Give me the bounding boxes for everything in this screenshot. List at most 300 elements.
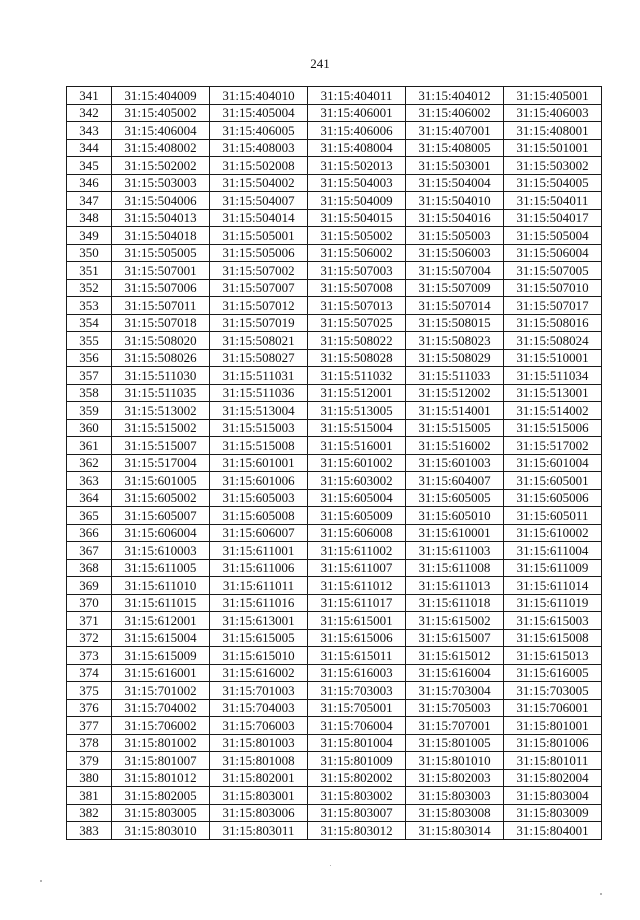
cadastral-number-cell: 31:15:803008 bbox=[406, 804, 504, 822]
cadastral-number-cell: 31:15:704002 bbox=[112, 699, 210, 717]
cadastral-number-cell: 31:15:801001 bbox=[504, 717, 602, 735]
cadastral-number-cell: 31:15:512002 bbox=[406, 384, 504, 402]
row-number-cell: 363 bbox=[67, 472, 112, 490]
row-number-cell: 364 bbox=[67, 489, 112, 507]
cadastral-number-cell: 31:15:615005 bbox=[210, 629, 308, 647]
cadastral-number-cell: 31:15:706004 bbox=[308, 717, 406, 735]
row-number-cell: 356 bbox=[67, 349, 112, 367]
cadastral-number-cell: 31:15:506003 bbox=[406, 244, 504, 262]
cadastral-number-cell: 31:15:405001 bbox=[504, 87, 602, 105]
cadastral-number-cell: 31:15:611009 bbox=[504, 559, 602, 577]
table-row bbox=[67, 804, 602, 822]
cadastral-number-cell: 31:15:610002 bbox=[504, 524, 602, 542]
cadastral-number-cell: 31:15:512001 bbox=[308, 384, 406, 402]
cadastral-number-cell: 31:15:515007 bbox=[112, 437, 210, 455]
cadastral-number-cell: 31:15:612001 bbox=[112, 612, 210, 630]
cadastral-number-cell: 31:15:611008 bbox=[406, 559, 504, 577]
cadastral-number-cell: 31:15:504006 bbox=[112, 192, 210, 210]
cadastral-number-cell: 31:15:513004 bbox=[210, 402, 308, 420]
cadastral-number-cell: 31:15:406006 bbox=[308, 122, 406, 140]
cadastral-number-cell: 31:15:508021 bbox=[210, 332, 308, 350]
cadastral-number-cell: 31:15:801007 bbox=[112, 752, 210, 770]
row-number-cell: 383 bbox=[67, 822, 112, 840]
row-number-cell: 355 bbox=[67, 332, 112, 350]
cadastral-number-cell: 31:15:513002 bbox=[112, 402, 210, 420]
cadastral-number-cell: 31:15:507002 bbox=[210, 262, 308, 280]
cadastral-number-cell: 31:15:502013 bbox=[308, 157, 406, 175]
row-number-cell: 349 bbox=[67, 227, 112, 245]
cadastral-number-cell: 31:15:801004 bbox=[308, 734, 406, 752]
cadastral-number-cell: 31:15:507007 bbox=[210, 279, 308, 297]
row-number-cell: 377 bbox=[67, 717, 112, 735]
cadastral-number-cell: 31:15:505005 bbox=[112, 244, 210, 262]
table-row bbox=[67, 209, 602, 227]
table-row bbox=[67, 629, 602, 647]
cadastral-number-cell: 31:15:605011 bbox=[504, 507, 602, 525]
cadastral-number-cell: 31:15:803011 bbox=[210, 822, 308, 840]
cadastral-number-cell: 31:15:803012 bbox=[308, 822, 406, 840]
table-row bbox=[67, 542, 602, 560]
cadastral-number-cell: 31:15:803014 bbox=[406, 822, 504, 840]
cadastral-number-cell: 31:15:611018 bbox=[406, 594, 504, 612]
cadastral-number-cell: 31:15:802003 bbox=[406, 769, 504, 787]
cadastral-number-cell: 31:15:507018 bbox=[112, 314, 210, 332]
cadastral-number-cell: 31:15:616004 bbox=[406, 664, 504, 682]
cadastral-number-cell: 31:15:606007 bbox=[210, 524, 308, 542]
table-row bbox=[67, 437, 602, 455]
table-row bbox=[67, 192, 602, 210]
cadastral-number-cell: 31:15:611005 bbox=[112, 559, 210, 577]
cadastral-number-cell: 31:15:615002 bbox=[406, 612, 504, 630]
cadastral-number-cell: 31:15:503002 bbox=[504, 157, 602, 175]
table-row bbox=[67, 174, 602, 192]
table-row bbox=[67, 402, 602, 420]
cadastral-number-cell: 31:15:803001 bbox=[210, 787, 308, 805]
cadastral-number-cell: 31:15:517004 bbox=[112, 454, 210, 472]
cadastral-number-cell: 31:15:615010 bbox=[210, 647, 308, 665]
cadastral-number-cell: 31:15:802005 bbox=[112, 787, 210, 805]
row-number-cell: 370 bbox=[67, 594, 112, 612]
cadastral-number-cell: 31:15:507019 bbox=[210, 314, 308, 332]
cadastral-number-cell: 31:15:514002 bbox=[504, 402, 602, 420]
table-row bbox=[67, 262, 602, 280]
table-row bbox=[67, 769, 602, 787]
table-row bbox=[67, 104, 602, 122]
cadastral-number-cell: 31:15:508022 bbox=[308, 332, 406, 350]
cadastral-number-cell: 31:15:513005 bbox=[308, 402, 406, 420]
row-number-cell: 373 bbox=[67, 647, 112, 665]
cadastral-number-cell: 31:15:611014 bbox=[504, 577, 602, 595]
cadastral-number-cell: 31:15:801008 bbox=[210, 752, 308, 770]
cadastral-number-cell: 31:15:605001 bbox=[504, 472, 602, 490]
table-row bbox=[67, 787, 602, 805]
cadastral-number-cell: 31:15:704003 bbox=[210, 699, 308, 717]
cadastral-number-cell: 31:15:515006 bbox=[504, 419, 602, 437]
table-row bbox=[67, 507, 602, 525]
cadastral-number-cell: 31:15:406005 bbox=[210, 122, 308, 140]
cadastral-number-cell: 31:15:606004 bbox=[112, 524, 210, 542]
table-row bbox=[67, 227, 602, 245]
row-number-cell: 346 bbox=[67, 174, 112, 192]
cadastral-number-cell: 31:15:803009 bbox=[504, 804, 602, 822]
row-number-cell: 367 bbox=[67, 542, 112, 560]
cadastral-number-cell: 31:15:406004 bbox=[112, 122, 210, 140]
cadastral-number-cell: 31:15:507005 bbox=[504, 262, 602, 280]
page-number: 241 bbox=[310, 56, 330, 71]
cadastral-number-cell: 31:15:615008 bbox=[504, 629, 602, 647]
cadastral-number-cell: 31:15:504016 bbox=[406, 209, 504, 227]
cadastral-number-cell: 31:15:801005 bbox=[406, 734, 504, 752]
cadastral-number-cell: 31:15:508026 bbox=[112, 349, 210, 367]
table-row bbox=[67, 279, 602, 297]
cadastral-number-cell: 31:15:406002 bbox=[406, 104, 504, 122]
scan-speck bbox=[40, 880, 42, 882]
cadastral-number-cell: 31:15:507014 bbox=[406, 297, 504, 315]
cadastral-number-cell: 31:15:507009 bbox=[406, 279, 504, 297]
cadastral-number-cell: 31:15:507006 bbox=[112, 279, 210, 297]
cadastral-number-cell: 31:15:615004 bbox=[112, 629, 210, 647]
cadastral-number-cell: 31:15:601002 bbox=[308, 454, 406, 472]
row-number-cell: 357 bbox=[67, 367, 112, 385]
cadastral-number-cell: 31:15:802002 bbox=[308, 769, 406, 787]
cadastral-number-cell: 31:15:507003 bbox=[308, 262, 406, 280]
cadastral-number-cell: 31:15:504007 bbox=[210, 192, 308, 210]
cadastral-number-cell: 31:15:504014 bbox=[210, 209, 308, 227]
cadastral-number-cell: 31:15:611015 bbox=[112, 594, 210, 612]
cadastral-number-cell: 31:15:605005 bbox=[406, 489, 504, 507]
cadastral-number-cell: 31:15:615013 bbox=[504, 647, 602, 665]
cadastral-number-cell: 31:15:613001 bbox=[210, 612, 308, 630]
cadastral-number-cell: 31:15:605002 bbox=[112, 489, 210, 507]
cadastral-number-cell: 31:15:604007 bbox=[406, 472, 504, 490]
cadastral-number-cell: 31:15:510001 bbox=[504, 349, 602, 367]
row-number-cell: 342 bbox=[67, 104, 112, 122]
cadastral-number-cell: 31:15:504011 bbox=[504, 192, 602, 210]
cadastral-number-cell: 31:15:803002 bbox=[308, 787, 406, 805]
cadastral-number-cell: 31:15:406001 bbox=[308, 104, 406, 122]
table-row bbox=[67, 244, 602, 262]
cadastral-number-cell: 31:15:611001 bbox=[210, 542, 308, 560]
table-row bbox=[67, 139, 602, 157]
table-row bbox=[67, 489, 602, 507]
cadastral-number-cell: 31:15:516002 bbox=[406, 437, 504, 455]
cadastral-number-cell: 31:15:615007 bbox=[406, 629, 504, 647]
cadastral-number-cell: 31:15:605009 bbox=[308, 507, 406, 525]
row-number-cell: 380 bbox=[67, 769, 112, 787]
scan-speck bbox=[600, 893, 602, 895]
cadastral-number-cell: 31:15:611013 bbox=[406, 577, 504, 595]
cadastral-number-cell: 31:15:408004 bbox=[308, 139, 406, 157]
cadastral-number-cell: 31:15:703005 bbox=[504, 682, 602, 700]
cadastral-number-cell: 31:15:705003 bbox=[406, 699, 504, 717]
cadastral-number-cell: 31:15:504015 bbox=[308, 209, 406, 227]
row-number-cell: 381 bbox=[67, 787, 112, 805]
row-number-cell: 358 bbox=[67, 384, 112, 402]
cadastral-number-cell: 31:15:505003 bbox=[406, 227, 504, 245]
cadastral-number-cell: 31:15:508024 bbox=[504, 332, 602, 350]
cadastral-number-cell: 31:15:803006 bbox=[210, 804, 308, 822]
cadastral-number-cell: 31:15:515005 bbox=[406, 419, 504, 437]
cadastral-number-cell: 31:15:611012 bbox=[308, 577, 406, 595]
cadastral-number-cell: 31:15:404010 bbox=[210, 87, 308, 105]
cadastral-number-cell: 31:15:615009 bbox=[112, 647, 210, 665]
cadastral-number-cell: 31:15:505001 bbox=[210, 227, 308, 245]
row-number-cell: 345 bbox=[67, 157, 112, 175]
cadastral-number-cell: 31:15:511033 bbox=[406, 367, 504, 385]
cadastral-number-cell: 31:15:610001 bbox=[406, 524, 504, 542]
cadastral-number-cell: 31:15:611002 bbox=[308, 542, 406, 560]
table-row bbox=[67, 384, 602, 402]
table-row bbox=[67, 332, 602, 350]
cadastral-number-cell: 31:15:508020 bbox=[112, 332, 210, 350]
cadastral-number-cell: 31:15:801002 bbox=[112, 734, 210, 752]
cadastral-number-cell: 31:15:405002 bbox=[112, 104, 210, 122]
cadastral-number-cell: 31:15:515008 bbox=[210, 437, 308, 455]
table-row bbox=[67, 524, 602, 542]
cadastral-number-cell: 31:15:502008 bbox=[210, 157, 308, 175]
cadastral-number-cell: 31:15:801011 bbox=[504, 752, 602, 770]
cadastral-number-cell: 31:15:611007 bbox=[308, 559, 406, 577]
cadastral-number-cell: 31:15:504009 bbox=[308, 192, 406, 210]
cadastral-number-cell: 31:15:506004 bbox=[504, 244, 602, 262]
cadastral-number-cell: 31:15:615012 bbox=[406, 647, 504, 665]
row-number-cell: 344 bbox=[67, 139, 112, 157]
row-number-cell: 365 bbox=[67, 507, 112, 525]
cadastral-number-cell: 31:15:505006 bbox=[210, 244, 308, 262]
table-row bbox=[67, 367, 602, 385]
cadastral-number-cell: 31:15:511031 bbox=[210, 367, 308, 385]
table-row bbox=[67, 734, 602, 752]
cadastral-number-cell: 31:15:408005 bbox=[406, 139, 504, 157]
row-number-cell: 341 bbox=[67, 87, 112, 105]
cadastral-number-cell: 31:15:705001 bbox=[308, 699, 406, 717]
cadastral-number-cell: 31:15:513001 bbox=[504, 384, 602, 402]
cadastral-number-cell: 31:15:615003 bbox=[504, 612, 602, 630]
cadastral-number-cell: 31:15:511034 bbox=[504, 367, 602, 385]
row-number-cell: 359 bbox=[67, 402, 112, 420]
table-row bbox=[67, 314, 602, 332]
cadastral-number-cell: 31:15:406003 bbox=[504, 104, 602, 122]
row-number-cell: 362 bbox=[67, 454, 112, 472]
table-row bbox=[67, 822, 602, 840]
cadastral-number-cell: 31:15:703004 bbox=[406, 682, 504, 700]
row-number-cell: 353 bbox=[67, 297, 112, 315]
cadastral-number-cell: 31:15:501001 bbox=[504, 139, 602, 157]
cadastral-number-cell: 31:15:801009 bbox=[308, 752, 406, 770]
cadastral-number-cell: 31:15:802001 bbox=[210, 769, 308, 787]
table-row bbox=[67, 717, 602, 735]
cadastral-number-cell: 31:15:508028 bbox=[308, 349, 406, 367]
cadastral-number-cell: 31:15:502002 bbox=[112, 157, 210, 175]
cadastral-number-cell: 31:15:616002 bbox=[210, 664, 308, 682]
cadastral-number-cell: 31:15:605008 bbox=[210, 507, 308, 525]
cadastral-number-cell: 31:15:505002 bbox=[308, 227, 406, 245]
cadastral-number-cell: 31:15:601001 bbox=[210, 454, 308, 472]
row-number-cell: 382 bbox=[67, 804, 112, 822]
table-row bbox=[67, 122, 602, 140]
table-row bbox=[67, 664, 602, 682]
cadastral-number-cell: 31:15:601004 bbox=[504, 454, 602, 472]
cadastral-number-cell: 31:15:507008 bbox=[308, 279, 406, 297]
cadastral-number-cell: 31:15:611010 bbox=[112, 577, 210, 595]
row-number-cell: 350 bbox=[67, 244, 112, 262]
table-row bbox=[67, 349, 602, 367]
cadastral-number-cell: 31:15:801010 bbox=[406, 752, 504, 770]
cadastral-number-cell: 31:15:603002 bbox=[308, 472, 406, 490]
cadastral-number-cell: 31:15:605004 bbox=[308, 489, 406, 507]
cadastral-number-cell: 31:15:404011 bbox=[308, 87, 406, 105]
cadastral-number-cell: 31:15:801012 bbox=[112, 769, 210, 787]
table-row bbox=[67, 699, 602, 717]
cadastral-number-cell: 31:15:514001 bbox=[406, 402, 504, 420]
cadastral-number-cell: 31:15:803003 bbox=[406, 787, 504, 805]
cadastral-number-cell: 31:15:408001 bbox=[504, 122, 602, 140]
cadastral-number-cell: 31:15:611016 bbox=[210, 594, 308, 612]
cadastral-number-cell: 31:15:601005 bbox=[112, 472, 210, 490]
row-number-cell: 369 bbox=[67, 577, 112, 595]
cadastral-number-cell: 31:15:701002 bbox=[112, 682, 210, 700]
table-row bbox=[67, 157, 602, 175]
row-number-cell: 379 bbox=[67, 752, 112, 770]
cadastral-number-cell: 31:15:504013 bbox=[112, 209, 210, 227]
table-row bbox=[67, 594, 602, 612]
cadastral-number-cell: 31:15:803004 bbox=[504, 787, 602, 805]
cadastral-number-cell: 31:15:803005 bbox=[112, 804, 210, 822]
cadastral-number-cell: 31:15:508016 bbox=[504, 314, 602, 332]
cadastral-number-cell: 31:15:611019 bbox=[504, 594, 602, 612]
table-row bbox=[67, 752, 602, 770]
cadastral-number-cell: 31:15:503003 bbox=[112, 174, 210, 192]
cadastral-number-cell: 31:15:706001 bbox=[504, 699, 602, 717]
row-number-cell: 368 bbox=[67, 559, 112, 577]
cadastral-number-cell: 31:15:504004 bbox=[406, 174, 504, 192]
cadastral-number-cell: 31:15:508027 bbox=[210, 349, 308, 367]
table-row bbox=[67, 577, 602, 595]
cadastral-number-cell: 31:15:507013 bbox=[308, 297, 406, 315]
cadastral-number-cell: 31:15:507025 bbox=[308, 314, 406, 332]
cadastral-number-cell: 31:15:804001 bbox=[504, 822, 602, 840]
row-number-cell: 371 bbox=[67, 612, 112, 630]
cadastral-number-cell: 31:15:507017 bbox=[504, 297, 602, 315]
row-number-cell: 378 bbox=[67, 734, 112, 752]
cadastral-number-cell: 31:15:801003 bbox=[210, 734, 308, 752]
cadastral-number-cell: 31:15:508023 bbox=[406, 332, 504, 350]
row-number-cell: 351 bbox=[67, 262, 112, 280]
cadastral-number-cell: 31:15:606008 bbox=[308, 524, 406, 542]
scan-speck bbox=[330, 865, 331, 866]
table-row bbox=[67, 559, 602, 577]
cadastral-number-cell: 31:15:601006 bbox=[210, 472, 308, 490]
cadastral-number-cell: 31:15:605010 bbox=[406, 507, 504, 525]
cadastral-number-cell: 31:15:515003 bbox=[210, 419, 308, 437]
row-number-cell: 366 bbox=[67, 524, 112, 542]
table-body bbox=[67, 87, 602, 840]
cadastral-number-cell: 31:15:508029 bbox=[406, 349, 504, 367]
cadastral-number-cell: 31:15:601003 bbox=[406, 454, 504, 472]
cadastral-number-cell: 31:15:507012 bbox=[210, 297, 308, 315]
cadastral-number-cell: 31:15:616005 bbox=[504, 664, 602, 682]
cadastral-number-cell: 31:15:803007 bbox=[308, 804, 406, 822]
cadastral-number-cell: 31:15:701003 bbox=[210, 682, 308, 700]
table-row bbox=[67, 682, 602, 700]
cadastral-table bbox=[66, 86, 602, 840]
cadastral-number-cell: 31:15:615011 bbox=[308, 647, 406, 665]
cadastral-number-cell: 31:15:507011 bbox=[112, 297, 210, 315]
table-row bbox=[67, 419, 602, 437]
cadastral-number-cell: 31:15:801006 bbox=[504, 734, 602, 752]
cadastral-table-container bbox=[66, 86, 602, 840]
cadastral-number-cell: 31:15:616001 bbox=[112, 664, 210, 682]
cadastral-number-cell: 31:15:616003 bbox=[308, 664, 406, 682]
cadastral-number-cell: 31:15:508015 bbox=[406, 314, 504, 332]
row-number-cell: 374 bbox=[67, 664, 112, 682]
row-number-cell: 343 bbox=[67, 122, 112, 140]
cadastral-number-cell: 31:15:610003 bbox=[112, 542, 210, 560]
row-number-cell: 361 bbox=[67, 437, 112, 455]
cadastral-number-cell: 31:15:504003 bbox=[308, 174, 406, 192]
row-number-cell: 376 bbox=[67, 699, 112, 717]
cadastral-number-cell: 31:15:515004 bbox=[308, 419, 406, 437]
table-row bbox=[67, 472, 602, 490]
cadastral-number-cell: 31:15:404009 bbox=[112, 87, 210, 105]
cadastral-number-cell: 31:15:605006 bbox=[504, 489, 602, 507]
cadastral-number-cell: 31:15:505004 bbox=[504, 227, 602, 245]
cadastral-number-cell: 31:15:408002 bbox=[112, 139, 210, 157]
cadastral-number-cell: 31:15:503001 bbox=[406, 157, 504, 175]
cadastral-number-cell: 31:15:707001 bbox=[406, 717, 504, 735]
table-row bbox=[67, 454, 602, 472]
cadastral-number-cell: 31:15:605003 bbox=[210, 489, 308, 507]
cadastral-number-cell: 31:15:504017 bbox=[504, 209, 602, 227]
table-row bbox=[67, 87, 602, 105]
cadastral-number-cell: 31:15:611011 bbox=[210, 577, 308, 595]
cadastral-number-cell: 31:15:507004 bbox=[406, 262, 504, 280]
cadastral-number-cell: 31:15:515002 bbox=[112, 419, 210, 437]
table-row bbox=[67, 612, 602, 630]
cadastral-number-cell: 31:15:504018 bbox=[112, 227, 210, 245]
cadastral-number-cell: 31:15:511030 bbox=[112, 367, 210, 385]
cadastral-number-cell: 31:15:507010 bbox=[504, 279, 602, 297]
cadastral-number-cell: 31:15:605007 bbox=[112, 507, 210, 525]
cadastral-number-cell: 31:15:516001 bbox=[308, 437, 406, 455]
cadastral-number-cell: 31:15:615006 bbox=[308, 629, 406, 647]
cadastral-number-cell: 31:15:517002 bbox=[504, 437, 602, 455]
table-row bbox=[67, 647, 602, 665]
cadastral-number-cell: 31:15:611003 bbox=[406, 542, 504, 560]
cadastral-number-cell: 31:15:611017 bbox=[308, 594, 406, 612]
cadastral-number-cell: 31:15:504010 bbox=[406, 192, 504, 210]
cadastral-number-cell: 31:15:507001 bbox=[112, 262, 210, 280]
cadastral-number-cell: 31:15:405004 bbox=[210, 104, 308, 122]
cadastral-number-cell: 31:15:511036 bbox=[210, 384, 308, 402]
cadastral-number-cell: 31:15:615001 bbox=[308, 612, 406, 630]
row-number-cell: 360 bbox=[67, 419, 112, 437]
cadastral-number-cell: 31:15:706003 bbox=[210, 717, 308, 735]
cadastral-number-cell: 31:15:802004 bbox=[504, 769, 602, 787]
table-row bbox=[67, 297, 602, 315]
cadastral-number-cell: 31:15:511032 bbox=[308, 367, 406, 385]
cadastral-number-cell: 31:15:504005 bbox=[504, 174, 602, 192]
cadastral-number-cell: 31:15:706002 bbox=[112, 717, 210, 735]
cadastral-number-cell: 31:15:407001 bbox=[406, 122, 504, 140]
row-number-cell: 352 bbox=[67, 279, 112, 297]
row-number-cell: 347 bbox=[67, 192, 112, 210]
row-number-cell: 375 bbox=[67, 682, 112, 700]
row-number-cell: 354 bbox=[67, 314, 112, 332]
row-number-cell: 372 bbox=[67, 629, 112, 647]
cadastral-number-cell: 31:15:504002 bbox=[210, 174, 308, 192]
cadastral-number-cell: 31:15:404012 bbox=[406, 87, 504, 105]
